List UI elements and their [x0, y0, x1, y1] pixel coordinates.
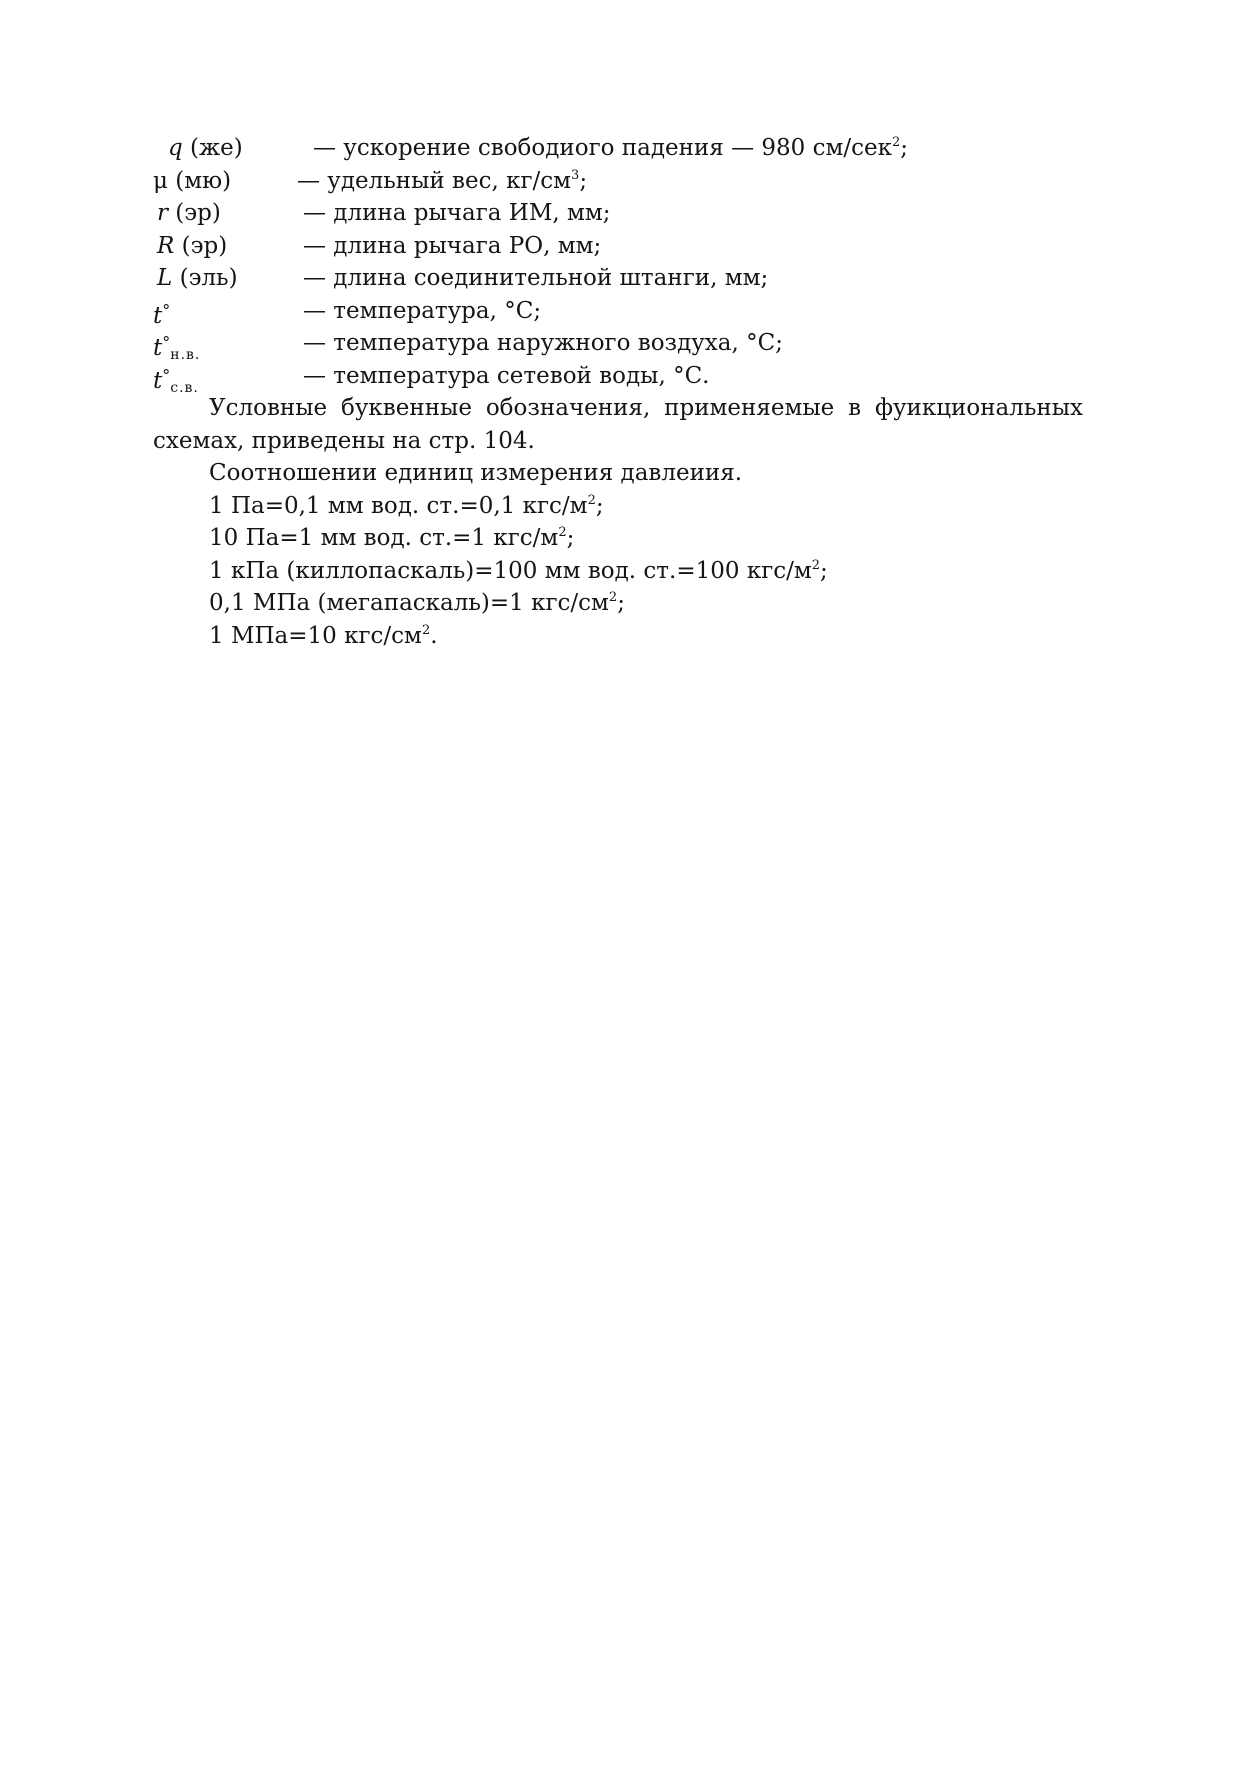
symbol-row-r-big: [153, 230, 1083, 263]
degree-mark: °: [162, 365, 171, 385]
symbol-row-r-small: [153, 197, 1083, 230]
unit-line-pa: 1 Па=0,1 мм вод. ст.=0,1 кгс/$м^2$;: [209, 492, 604, 519]
symbol-desc: — удельный вес, $кг/см^3$;: [297, 167, 588, 194]
superscript: 2: [421, 622, 431, 638]
unit-line-10pa: 10 Па=1 мм вод. ст.=1 кгс/$м^2$;: [209, 525, 575, 551]
symbol-label: [157, 262, 317, 295]
superscript: 2: [608, 590, 618, 605]
units-heading: Соотношении единиц измерения давлеиия.: [209, 460, 743, 486]
symbol-name: (же): [182, 135, 243, 161]
symbol-desc: — ускорение свободиого падения — 980 см/сек$^2$;: [313, 135, 909, 161]
symbol-desc: — длина рычага ИМ, мм;: [303, 200, 611, 226]
symbol-desc: — длина рычага РО, мм;: [303, 232, 602, 259]
symbol-desc: — температура наружного воздуха, °С;: [303, 330, 783, 356]
superscript: 2: [558, 525, 567, 540]
symbol-desc: — температура сетевой воды, °С.: [303, 362, 710, 389]
symbol-desc: — температура, °С;: [303, 297, 542, 324]
symbol-name: (мю): [167, 167, 232, 194]
superscript: 2: [587, 492, 596, 508]
symbol-name: (эр): [168, 200, 221, 226]
symbol-row-g: [153, 132, 1083, 165]
symbol-label: [157, 197, 317, 230]
symbol-letter: R: [157, 232, 175, 259]
symbol-desc: — длина соединительной штанги, мм;: [303, 265, 769, 291]
symbol-letter: t: [153, 367, 163, 394]
note-paragraph: Условные буквенные обозначения, применяемые в фуикциональных схемах, приведены на стр. 104.: [153, 395, 1083, 454]
symbol-label: [157, 230, 317, 263]
symbol-row-t: [153, 295, 1083, 328]
symbol-label: [153, 165, 313, 198]
unit-line-01mpa: 0,1 МПа (мегапаскаль)=1 кгс/$см^2$;: [209, 590, 625, 616]
unit-line-1mpa: 1 МПа=10 кгс/$см^2$.: [209, 622, 438, 649]
symbol-letter: μ: [153, 167, 168, 194]
symbol-label: [168, 132, 328, 165]
symbol-row-t-outdoor: [153, 327, 1083, 363]
symbol-letter: t: [153, 302, 163, 329]
symbol-letter: r: [157, 200, 168, 226]
symbol-name: (эр): [174, 232, 228, 259]
subscript: н.в.: [170, 347, 201, 363]
degree-mark: °: [162, 300, 171, 320]
superscript: 3: [571, 167, 580, 183]
symbol-row-mu: [153, 165, 1083, 198]
superscript: 2: [892, 135, 901, 150]
symbol-letter: L: [157, 265, 173, 291]
symbol-row-t-network: [153, 360, 1083, 396]
subscript: с.в.: [170, 379, 199, 396]
symbol-letter: q: [168, 135, 183, 161]
degree-mark: °: [162, 333, 171, 352]
unit-line-kpa: 1 кПа (киллопаскаль)=100 мм вод. ст.=100 кгс/$м^2$;: [209, 557, 828, 584]
symbol-letter: t: [153, 335, 163, 361]
symbol-label: [153, 360, 313, 405]
text-block: [153, 132, 1083, 652]
superscript: 2: [811, 557, 821, 573]
symbol-name: (эль): [172, 265, 238, 291]
symbol-row-l: [153, 262, 1083, 295]
